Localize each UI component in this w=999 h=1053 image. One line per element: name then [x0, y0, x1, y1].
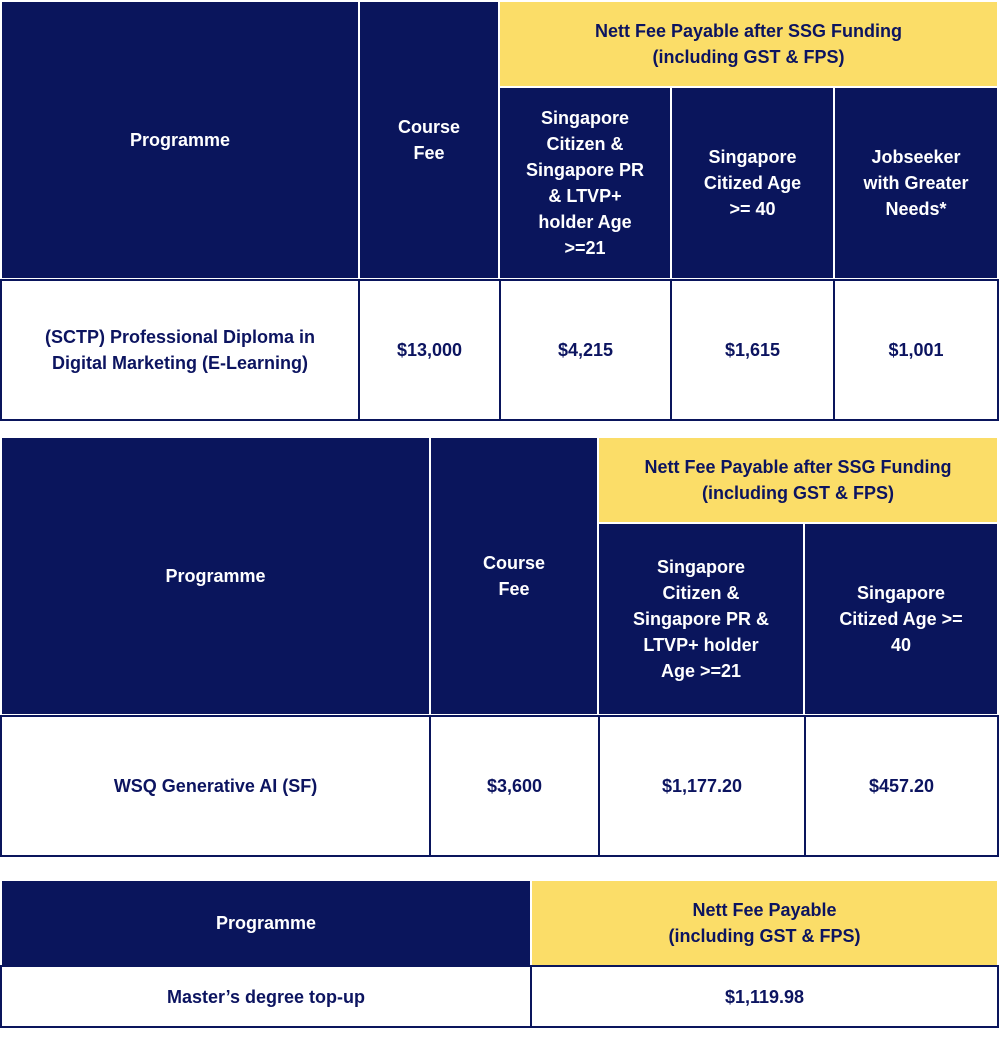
nett-fee-jobseeker: $1,001: [833, 279, 999, 421]
programme-name: Master’s degree top-up: [0, 965, 532, 1028]
fee-table-masters: [0, 879, 999, 1029]
nett-fee-value: $1,119.98: [530, 965, 999, 1028]
course-fee-value: $3,600: [429, 715, 600, 857]
header-course-fee: Course Fee: [360, 2, 498, 278]
subheader-citizen-pr-ltvp: Singapore Citizen & Singapore PR & LTVP+ holder Age >=21: [599, 524, 803, 714]
subheader-citizen-pr-ltvp: Singapore Citizen & Singapore PR & LTVP+ holder Age >=21: [500, 88, 670, 278]
subheader-jobseeker: Jobseeker with Greater Needs*: [835, 88, 997, 278]
nett-fee-citizen-pr-ltvp: $1,177.20: [598, 715, 806, 857]
header-nett-fee: Nett Fee Payable after SSG Funding (including GST & FPS): [599, 438, 997, 522]
header-nett-fee: Nett Fee Payable (including GST & FPS): [532, 881, 997, 965]
header-course-fee: Course Fee: [431, 438, 597, 714]
subheader-citizen-40: Singapore Citized Age >= 40: [805, 524, 997, 714]
nett-fee-citizen-40: $457.20: [804, 715, 999, 857]
header-nett-fee: Nett Fee Payable after SSG Funding (including GST & FPS): [500, 2, 997, 86]
header-programme: Programme: [2, 881, 530, 965]
nett-fee-citizen-pr-ltvp: $4,215: [499, 279, 672, 421]
subheader-citizen-40: Singapore Citized Age >= 40: [672, 88, 833, 278]
fee-table-wsq-genai: [0, 436, 999, 858]
nett-fee-citizen-40: $1,615: [670, 279, 835, 421]
programme-name: WSQ Generative AI (SF): [0, 715, 431, 857]
fee-table-sctp: [0, 0, 999, 422]
header-programme: Programme: [2, 2, 358, 278]
programme-name: (SCTP) Professional Diploma in Digital Marketing (E-Learning): [0, 279, 360, 421]
course-fee-value: $13,000: [358, 279, 501, 421]
header-programme: Programme: [2, 438, 429, 714]
